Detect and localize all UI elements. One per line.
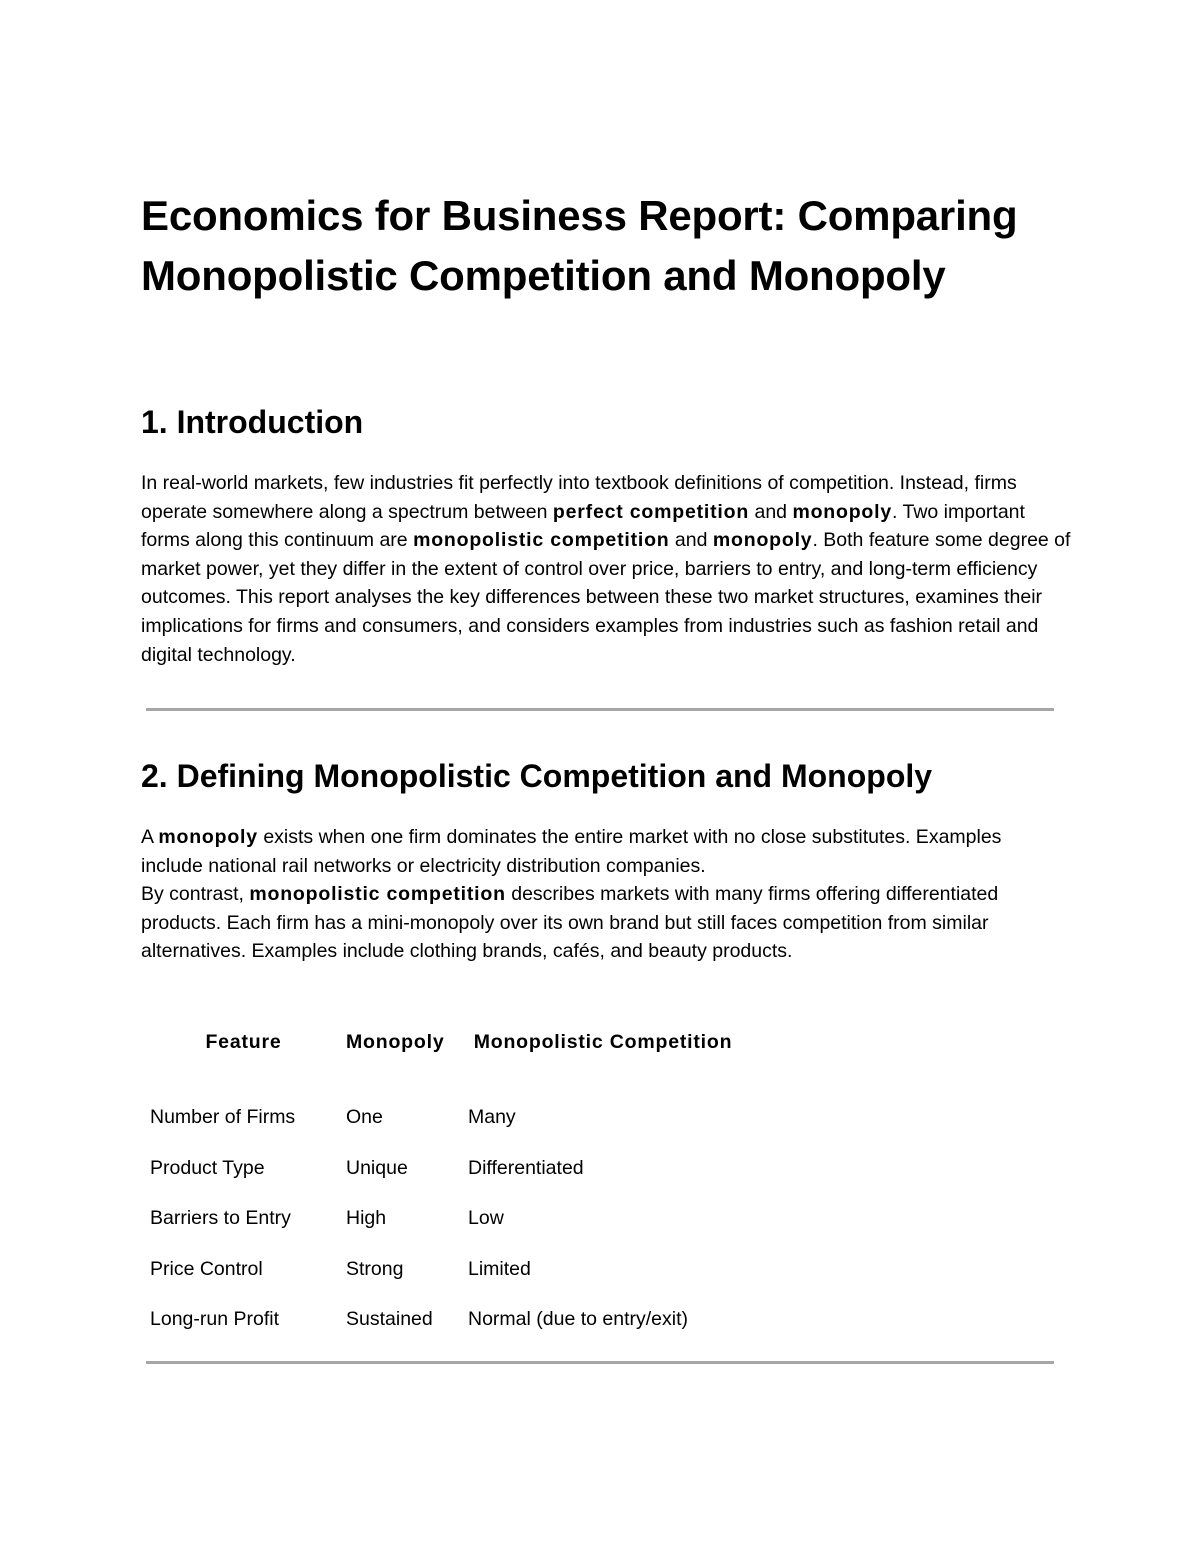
table-header-monopoly: Monopoly	[346, 1031, 445, 1053]
table-cell: Price Control	[150, 1257, 263, 1280]
table-cell: Many	[468, 1106, 516, 1129]
table-cell: Number of Firms	[150, 1106, 296, 1129]
table-cell: Normal (due to entry/exit)	[468, 1308, 688, 1331]
table-cell: Long-run Profit	[150, 1308, 279, 1331]
monopoly-definition-paragraph: A monopoly exists when one firm dominates the entire market with no close substitutes. Examples include national rail networks or electricity distribution companies. By contrast, monopolistic competition describes markets with many firms offering differentiated products. Each firm has a mini-monopoly over its own brand but still faces competition from similar alternatives. Examples include clothing brands, cafés, and beauty products.	[141, 826, 1002, 963]
term-perfect-competition: perfect competition	[552, 500, 750, 523]
term-monopolistic-competition: monopolistic competition	[249, 883, 506, 906]
table-cell: One	[346, 1106, 383, 1129]
term-monopoly: monopoly	[792, 500, 892, 523]
table-cell: Strong	[346, 1257, 404, 1280]
table-row	[141, 1193, 798, 1244]
table-row	[141, 1143, 798, 1194]
table-row	[141, 1294, 798, 1345]
table-cell: Sustained	[346, 1308, 433, 1331]
section-2-heading: 2. Defining Monopolistic Competition and Monopoly	[141, 758, 933, 794]
table-cell: Limited	[468, 1257, 531, 1280]
section-divider	[146, 708, 1054, 711]
table-header-row	[141, 1022, 798, 1092]
table-header-feature: Feature	[205, 1031, 282, 1053]
term-monopolistic-competition: monopolistic competition	[413, 529, 670, 552]
table-row	[141, 1244, 798, 1295]
table-cell: Product Type	[150, 1156, 265, 1179]
introduction-paragraph: In real-world markets, few industries fit perfectly into textbook definitions of competition. Instead, firms operate somewhere along a spectrum between perfect competition and monopoly. Two important forms along this continuum are monopolistic competition and monopoly. Both feature some degree of market power, yet they differ in the extent of control over price, barriers to entry, and long-term efficiency outcomes. This report analyses the key differences between these two market structures, examines their implications for firms and consumers, and considers examples from industries such as fashion retail and digital technology.	[141, 472, 1071, 666]
report-title: Economics for Business Report: Comparing Monopolistic Competition and Monopoly	[141, 192, 1018, 299]
term-monopoly: monopoly	[712, 529, 813, 552]
table-cell: Differentiated	[468, 1156, 584, 1179]
table-cell: Barriers to Entry	[150, 1207, 291, 1230]
section-divider	[146, 1361, 1054, 1364]
table-cell: Unique	[346, 1156, 408, 1179]
section-1-heading: 1. Introduction	[141, 404, 364, 440]
comparison-table	[141, 1022, 798, 1345]
term-monopoly: monopoly	[158, 826, 258, 848]
table-header-monopolistic-competition: Monopolistic Competition	[473, 1031, 733, 1053]
table-row	[141, 1092, 798, 1143]
table-cell: Low	[468, 1207, 504, 1230]
table-cell: High	[346, 1207, 387, 1230]
